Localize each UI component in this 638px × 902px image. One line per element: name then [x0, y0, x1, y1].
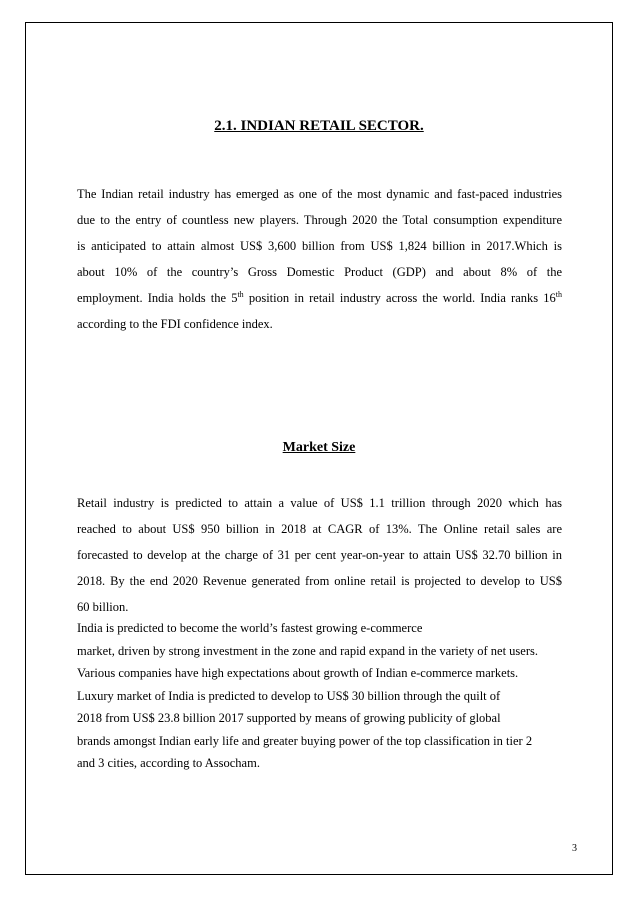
line-text: position in retail industry across the world. India ranks 16	[243, 291, 556, 305]
paragraph-line: Luxury market of India is predicted to develop to US$ 30 billion through the quilt of	[77, 688, 501, 703]
paragraph-line-ranks	[77, 285, 562, 311]
paragraph-line: forecasted to develop at the charge of 31 per cent year-on-year to attain US$ 32.70 billion in	[77, 548, 562, 562]
paragraph-line: The Indian retail industry has emerged as one of the most dynamic and fast-paced industries	[77, 187, 562, 201]
paragraph-line: about 10% of the country’s Gross Domestic Product (GDP) and about 8% of the	[77, 265, 562, 279]
paragraph-line: and 3 cities, according to Assocham.	[77, 756, 260, 770]
intro-paragraph	[77, 181, 562, 337]
page-number: 3	[572, 843, 577, 854]
paragraph-line: 2018. By the end 2020 Revenue generated from online retail is projected to develop to US$	[77, 574, 562, 588]
paragraph-line: due to the entry of countless new players. Through 2020 the Total consumption expenditure	[77, 213, 562, 227]
paragraph-line: Retail industry is predicted to attain a value of US$ 1.1 trillion through 2020 which has	[77, 496, 562, 510]
paragraph-line: market, driven by strong investment in the zone and rapid expand in the variety of net users.	[77, 643, 538, 658]
superscript-th: th	[555, 289, 562, 299]
ecommerce-paragraph	[77, 617, 562, 775]
paragraph-line: is anticipated to attain almost US$ 3,600 billion from US$ 1,824 billion in 2017.Which is	[77, 239, 562, 253]
section-title: 2.1. INDIAN RETAIL SECTOR.	[214, 118, 424, 134]
paragraph-line: reached to about US$ 950 billion in 2018 at CAGR of 13%. The Online retail sales are	[77, 522, 562, 536]
market-size-heading: Market Size	[282, 440, 356, 455]
paragraph-line: 60 billion.	[77, 600, 129, 614]
paragraph-line: India is predicted to become the world’s fastest growing e-commerce	[77, 621, 423, 635]
paragraph-line: Various companies have high expectations about growth of Indian e-commerce markets.	[77, 666, 519, 680]
line-text: employment. India holds the 5	[77, 291, 238, 305]
paragraph-line: 2018 from US$ 23.8 billion 2017 supported by means of growing publicity of global	[77, 711, 501, 725]
market-paragraph	[77, 490, 562, 620]
paragraph-line: according to the FDI confidence index.	[77, 317, 273, 331]
paragraph-line: brands amongst Indian early life and greater buying power of the top classification in tier 2	[77, 733, 533, 748]
superscript-th: th	[237, 289, 244, 299]
